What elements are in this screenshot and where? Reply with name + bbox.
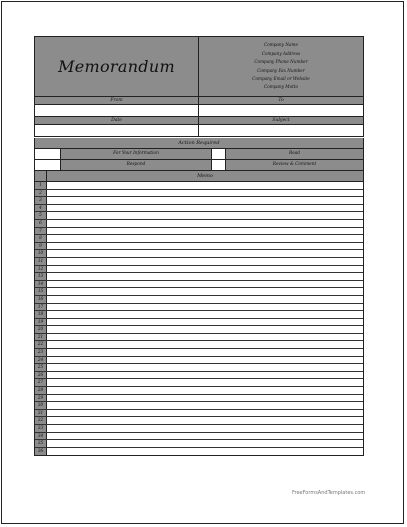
memo-line-input[interactable] xyxy=(47,258,363,265)
memo-line-input[interactable] xyxy=(47,182,363,189)
from-label: From xyxy=(34,97,199,105)
company-address[interactable]: Company Address xyxy=(261,50,301,56)
memo-line-number: 32 xyxy=(35,417,47,424)
memo-line[interactable] xyxy=(35,250,363,258)
memo-line-number: 20 xyxy=(35,326,47,333)
memo-line-input[interactable] xyxy=(47,243,363,250)
memo-line-number: 21 xyxy=(35,334,47,341)
fyi-option-label: For Your Information xyxy=(61,149,212,160)
memo-line-input[interactable] xyxy=(47,433,363,440)
memo-line-number: 12 xyxy=(35,266,47,273)
memo-line-input[interactable] xyxy=(47,448,363,456)
memo-title: Memorandum xyxy=(58,57,175,76)
memo-line[interactable] xyxy=(35,304,363,312)
memo-line-number: 15 xyxy=(35,288,47,295)
memo-line-number: 33 xyxy=(35,425,47,432)
memo-line[interactable] xyxy=(35,182,363,190)
memo-line-number: 10 xyxy=(35,250,47,257)
memo-line-input[interactable] xyxy=(47,197,363,204)
memo-line-number: 1 xyxy=(35,182,47,189)
memo-line-input[interactable] xyxy=(47,402,363,409)
memo-line-number: 14 xyxy=(35,281,47,288)
memo-line[interactable] xyxy=(35,235,363,243)
subject-field[interactable] xyxy=(199,125,364,137)
memo-line[interactable] xyxy=(35,258,363,266)
action-required-heading: Action Required xyxy=(34,138,364,149)
memo-line-number: 23 xyxy=(35,349,47,356)
from-field[interactable] xyxy=(34,105,199,117)
memo-line[interactable] xyxy=(35,228,363,236)
memo-line-input[interactable] xyxy=(47,228,363,235)
memo-line-number: 9 xyxy=(35,243,47,250)
memo-line[interactable] xyxy=(35,357,363,365)
memo-line[interactable] xyxy=(35,266,363,274)
memo-line[interactable] xyxy=(35,326,363,334)
memo-line-number: 28 xyxy=(35,387,47,394)
company-email-website[interactable]: Company Email or Website xyxy=(252,75,310,81)
memo-line[interactable] xyxy=(35,349,363,357)
date-field[interactable] xyxy=(34,125,199,137)
memo-line-input[interactable] xyxy=(47,281,363,288)
memo-line[interactable] xyxy=(35,341,363,349)
memo-line-input[interactable] xyxy=(47,395,363,402)
memo-line-input[interactable] xyxy=(47,440,363,447)
memo-line-number: 2 xyxy=(35,190,47,197)
memo-line[interactable] xyxy=(35,212,363,220)
memo-line-input[interactable] xyxy=(47,311,363,318)
memo-line-number: 5 xyxy=(35,212,47,219)
memo-line-number: 26 xyxy=(35,372,47,379)
memo-line[interactable] xyxy=(35,273,363,281)
to-label: To xyxy=(199,97,364,105)
memo-line[interactable] xyxy=(35,190,363,198)
memo-line-input[interactable] xyxy=(47,357,363,364)
memo-line[interactable] xyxy=(35,448,363,456)
memo-line-number: 6 xyxy=(35,220,47,227)
memo-line-number: 3 xyxy=(35,197,47,204)
memo-line-input[interactable] xyxy=(47,296,363,303)
read-checkbox[interactable] xyxy=(212,149,226,160)
memo-line-input[interactable] xyxy=(47,288,363,295)
memo-line-number: 22 xyxy=(35,341,47,348)
memo-line[interactable] xyxy=(35,288,363,296)
memo-line-input[interactable] xyxy=(47,372,363,379)
respond-checkbox[interactable] xyxy=(34,160,61,171)
memo-line-number: 30 xyxy=(35,402,47,409)
memo-line[interactable] xyxy=(35,402,363,410)
memo-line[interactable] xyxy=(35,319,363,327)
fyi-checkbox[interactable] xyxy=(34,149,61,160)
memo-line-input[interactable] xyxy=(47,266,363,273)
memo-line-input[interactable] xyxy=(47,334,363,341)
memo-line-input[interactable] xyxy=(47,212,363,219)
memo-line[interactable] xyxy=(35,440,363,448)
memo-line[interactable] xyxy=(35,372,363,380)
memo-line-number: 31 xyxy=(35,410,47,417)
memo-line-number: 19 xyxy=(35,319,47,326)
memo-line[interactable] xyxy=(35,311,363,319)
subject-label: Subject xyxy=(199,117,364,125)
memo-line-number: 16 xyxy=(35,296,47,303)
title-block xyxy=(34,36,199,97)
memo-line-input[interactable] xyxy=(47,379,363,386)
memo-line-number: 8 xyxy=(35,235,47,242)
memo-line-number: 17 xyxy=(35,304,47,311)
review-comment-option-label: Review & Comment xyxy=(226,160,364,171)
memo-line-number: 36 xyxy=(35,448,47,456)
memo-line-number: 27 xyxy=(35,379,47,386)
memo-line-number: 29 xyxy=(35,395,47,402)
memo-line-input[interactable] xyxy=(47,410,363,417)
memo-line-input[interactable] xyxy=(47,387,363,394)
read-option-label: Read xyxy=(226,149,364,160)
memo-line-input[interactable] xyxy=(47,273,363,280)
memo-line-input[interactable] xyxy=(47,250,363,257)
memo-line[interactable] xyxy=(35,379,363,387)
memo-line-input[interactable] xyxy=(47,319,363,326)
memo-line-number: 4 xyxy=(35,205,47,212)
memo-line[interactable] xyxy=(35,425,363,433)
memo-line[interactable] xyxy=(35,417,363,425)
memo-line-input[interactable] xyxy=(47,326,363,333)
memo-line-input[interactable] xyxy=(47,190,363,197)
company-motto[interactable]: Company Motto xyxy=(264,84,298,90)
memo-line[interactable] xyxy=(35,364,363,372)
memo-line[interactable] xyxy=(35,334,363,342)
company-info-block xyxy=(199,36,364,97)
respond-option-label: Respond xyxy=(61,160,212,171)
memo-line[interactable] xyxy=(35,205,363,213)
memo-line-number: 7 xyxy=(35,228,47,235)
footer-credit: FreeFormsAndTemplates.com xyxy=(292,490,366,496)
company-fax[interactable]: Company Fax Number xyxy=(257,67,305,73)
memo-line[interactable] xyxy=(35,410,363,418)
memo-heading: Memo xyxy=(46,171,364,182)
memo-line[interactable] xyxy=(35,281,363,289)
memo-line[interactable] xyxy=(35,243,363,251)
memo-line-input[interactable] xyxy=(47,417,363,424)
memo-line-number: 25 xyxy=(35,364,47,371)
company-phone[interactable]: Company Phone Number xyxy=(254,59,308,65)
to-field[interactable] xyxy=(199,105,364,117)
memo-line-number: 34 xyxy=(35,433,47,440)
memo-line[interactable] xyxy=(35,296,363,304)
memo-line-number: 24 xyxy=(35,357,47,364)
memo-line-input[interactable] xyxy=(47,304,363,311)
memo-line[interactable] xyxy=(35,197,363,205)
memo-line-number: 11 xyxy=(35,258,47,265)
memo-line[interactable] xyxy=(35,395,363,403)
date-label: Date xyxy=(34,117,199,125)
memo-line-input[interactable] xyxy=(47,341,363,348)
memo-line[interactable] xyxy=(35,433,363,441)
memo-line[interactable] xyxy=(35,387,363,395)
memo-line-input[interactable] xyxy=(47,349,363,356)
company-name[interactable]: Company Name xyxy=(264,42,298,48)
memo-line-input[interactable] xyxy=(47,235,363,242)
memo-line[interactable] xyxy=(35,220,363,228)
memo-lines xyxy=(34,182,364,456)
memo-line-number: 18 xyxy=(35,311,47,318)
review-comment-checkbox[interactable] xyxy=(212,160,226,171)
memo-line-number: 13 xyxy=(35,273,47,280)
memo-line-number: 35 xyxy=(35,440,47,447)
memo-line-input[interactable] xyxy=(47,425,363,432)
memo-line-input[interactable] xyxy=(47,205,363,212)
memo-line-input[interactable] xyxy=(47,220,363,227)
memo-heading-corner xyxy=(34,171,47,182)
memo-line-input[interactable] xyxy=(47,364,363,371)
